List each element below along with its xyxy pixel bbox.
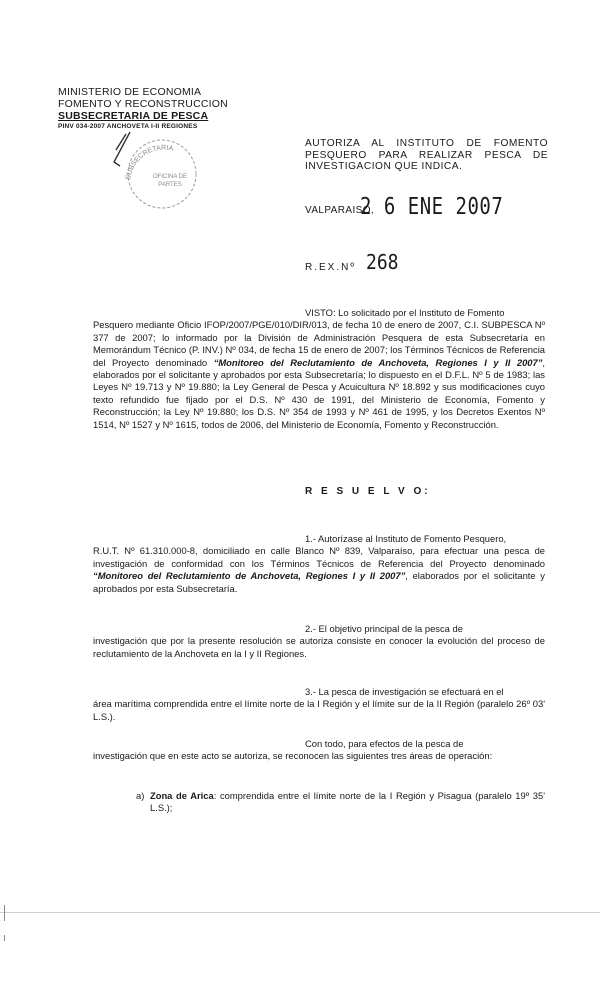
article-1-text-1: R.U.T. Nº 61.310.000-8, domiciliado en calle Blanco Nº 839, Valparaíso, para efectuar una pesca de investigación de conformidad con los Términos Técnicos de Referencia del Proyecto denominado	[93, 545, 545, 569]
stamp-seal-icon	[108, 128, 208, 212]
zone-a-item	[136, 790, 545, 815]
resolution-date: 2 6 ENE 2007	[360, 193, 504, 221]
ministry-line-1: MINISTERIO DE ECONOMIA	[58, 86, 202, 98]
page-fold-line	[0, 912, 600, 913]
visto-lead: VISTO: Lo solicitado por el Instituto de Fomento	[305, 307, 505, 318]
ministry-line-2: FOMENTO Y RECONSTRUCCION	[58, 98, 228, 110]
reference-code: PINV 034-2007 ANCHOVETA I-II REGIONES	[58, 123, 198, 130]
article-3-continued-lead: Con todo, para efectos de la pesca de	[305, 738, 464, 749]
zone-a-name: Zona de Arica	[150, 790, 214, 801]
article-1-text-2: , elaborados por el solicitante y aprobados por esta Subsecretaría.	[93, 570, 545, 594]
visto-paragraph	[93, 307, 545, 431]
place-label: VALPARAISO,	[305, 205, 375, 216]
article-1-project-name: “Monitoreo del Reclutamiento de Anchoveta, Regiones I y II 2007”	[93, 570, 406, 582]
article-2-text: investigación que por la presente resolución se autoriza consiste en conocer la evolución del proceso de reclutamiento de la Anchoveta en la I y II Regiones.	[93, 635, 545, 659]
ministry-header	[58, 86, 258, 131]
zone-a-text: : comprendida entre el límite norte de la I Región y Pisagua (paralelo 19º 35' L.S.);	[150, 790, 545, 814]
article-3	[93, 686, 545, 723]
rex-label: R.EX.Nº	[305, 262, 356, 273]
scan-edge-mark-2	[4, 935, 5, 941]
stamp-inner-line-2: PARTES	[158, 182, 182, 188]
stamp-ring-text: SUBSECRETARIA	[124, 144, 174, 181]
ministry-line-3: SUBSECRETARIA DE PESCA	[58, 110, 209, 122]
zone-a-marker: a)	[136, 790, 145, 801]
stamp-inner-line-1: OFICINA DE	[152, 174, 188, 180]
article-3-text: área marítima comprendida entre el límite norte de la I Región y el límite sur de la II Región (paralelo 26º 03' L.S.).	[93, 698, 545, 722]
article-1	[93, 533, 545, 595]
article-2	[93, 623, 545, 660]
article-3-continued-text: investigación que en este acto se autoriza, se reconocen las siguientes tres áreas de operación:	[93, 750, 493, 762]
scan-edge-mark	[4, 905, 5, 921]
office-stamp	[108, 128, 208, 212]
article-3-continued	[93, 738, 545, 763]
article-1-lead: 1.- Autorízase al Instituto de Fomento Pesquero,	[305, 533, 507, 544]
article-3-lead: 3.- La pesca de investigación se efectuará en el	[305, 686, 504, 697]
visto-text-2: , elaborados por el solicitante y aprobados por esta Subsecretaría; lo dispuesto en el D.F.L. Nº 5 de 1983; las Leyes Nº 19.713 y Nº 19.880; la Ley General de Pesca y Acuicultura Nº 18.892 y sus modificaciones cuyo texto refundido fue fijado por el D.S. Nº 430 de 1991, del Ministerio de Economía, Fomento y Reconstrucción; la Ley Nº 19.880; los D.S. Nº 354 de 1993 y Nº 461 de 1995, y los Decretos Exentos Nº 1514, Nº 1527 y Nº 1615, todos de 2006, del Ministerio de Economía, Fomento y Reconstrucción.	[93, 356, 546, 430]
article-2-lead: 2.- El objetivo principal de la pesca de	[305, 623, 463, 634]
visto-text-1: Pesquero mediante Oficio IFOP/2007/PGE/010/DIR/013, de fecha 10 de enero de 2007, C.I. SUBPESCA Nº 377 de 2007; lo informado por la División de Administración Pesquera de esta Subsecretaría en Memorándum Técnico (P. INV.) Nº 034, de fecha 15 de enero de 2007; los Términos Técnicos de Referencia del Proyecto denominado	[93, 319, 545, 368]
rex-number: 268	[366, 250, 399, 275]
visto-project-name: “Monitoreo del Reclutamiento de Anchoveta, Regiones I y II 2007”	[213, 356, 543, 368]
resuelvo-heading: R E S U E L V O:	[305, 486, 431, 497]
resolution-subject: AUTORIZA AL INSTITUTO DE FOMENTO PESQUERO PARA REALIZAR PESCA DE INVESTIGACION QUE INDICA.	[305, 138, 548, 172]
